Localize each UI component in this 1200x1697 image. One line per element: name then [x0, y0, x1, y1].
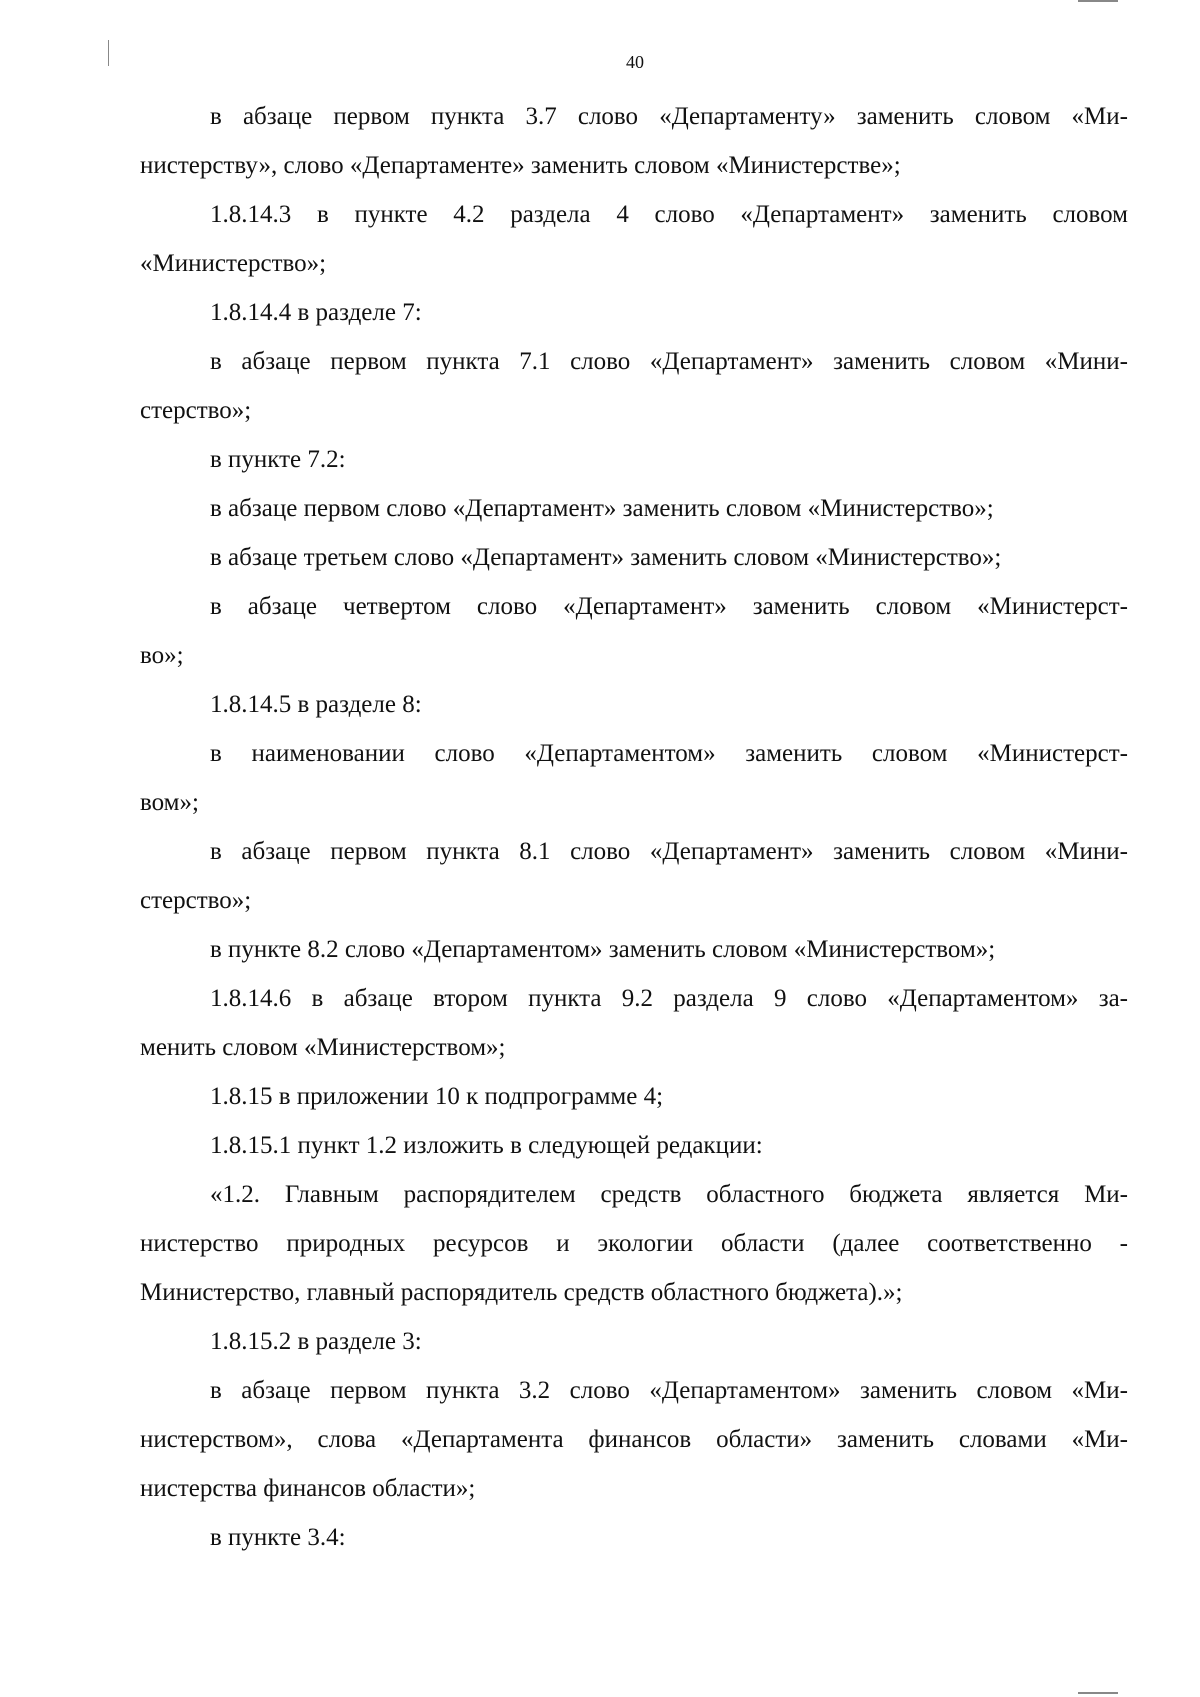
paragraph-line: 1.8.14.3 в пункте 4.2 раздела 4 слово «Департамент» заменить словом [210, 201, 1128, 228]
paragraph-line: 1.8.15.2 в разделе 3: [210, 1328, 422, 1355]
paragraph [140, 1072, 1128, 1121]
paragraph-line: в пункте 7.2: [210, 446, 346, 473]
paragraph-line: в наименовании слово «Департаментом» заменить словом «Министерст- [210, 740, 1128, 767]
paragraph-line: стерство»; [140, 397, 252, 424]
paragraph [140, 1121, 1128, 1170]
paragraph-line: во»; [140, 642, 184, 669]
paragraph-line: нистерства финансов области»; [140, 1475, 476, 1502]
paragraph [140, 1513, 1128, 1562]
paragraph-line: в абзаце первом пункта 3.2 слово «Департаментом» заменить словом «Ми- [210, 1377, 1128, 1404]
paragraph-line: в абзаце первом пункта 3.7 слово «Департаменту» заменить словом «Ми- [210, 103, 1128, 130]
paragraph [140, 1170, 1128, 1317]
paragraph-line: в пункте 3.4: [210, 1524, 346, 1551]
paragraph [140, 925, 1128, 974]
paragraph [140, 680, 1128, 729]
page-number: 40 [626, 52, 644, 72]
paragraph-line: нистерством», слова «Департамента финансов области» заменить словами «Ми- [140, 1426, 1128, 1453]
paragraph [140, 484, 1128, 533]
paragraph-line: стерство»; [140, 887, 252, 914]
paragraph [140, 582, 1128, 680]
paragraph-line: в абзаце первом пункта 8.1 слово «Департамент» заменить словом «Мини- [210, 838, 1128, 865]
paragraph-line: 1.8.14.4 в разделе 7: [210, 299, 422, 326]
paragraph-line: вом»; [140, 789, 199, 816]
paragraph-line: в абзаце четвертом слово «Департамент» заменить словом «Министерст- [210, 593, 1128, 620]
paragraph-line: в пункте 8.2 слово «Департаментом» заменить словом «Министерством»; [210, 936, 996, 963]
paragraph-line: в абзаце первом пункта 7.1 слово «Департамент» заменить словом «Мини- [210, 348, 1128, 375]
paragraph-line: в абзаце третьем слово «Департамент» заменить словом «Министерство»; [210, 544, 1002, 571]
paragraph-line: 1.8.14.5 в разделе 8: [210, 691, 422, 718]
paragraph-line: 1.8.14.6 в абзаце втором пункта 9.2 раздела 9 слово «Департаментом» за- [210, 985, 1128, 1012]
paragraph [140, 92, 1128, 190]
paragraph-line: нистерству», слово «Департаменте» заменить словом «Министерстве»; [140, 152, 901, 179]
scan-mark-bottom [1078, 1692, 1118, 1694]
document-body [140, 92, 1128, 1562]
paragraph-line: менить словом «Министерством»; [140, 1034, 506, 1061]
scan-mark-top [1078, 0, 1118, 2]
paragraph [140, 1317, 1128, 1366]
paragraph [140, 435, 1128, 484]
paragraph [140, 1366, 1128, 1513]
paragraph [140, 974, 1128, 1072]
paragraph-line: в абзаце первом слово «Департамент» заменить словом «Министерство»; [210, 495, 994, 522]
paragraph-line: нистерство природных ресурсов и экологии области (далее соответственно - [140, 1230, 1128, 1257]
paragraph [140, 337, 1128, 435]
paragraph [140, 827, 1128, 925]
scan-mark-left [108, 40, 109, 66]
paragraph-line: «1.2. Главным распорядителем средств областного бюджета является Ми- [210, 1181, 1128, 1208]
paragraph-line: 1.8.15.1 пункт 1.2 изложить в следующей редакции: [210, 1132, 763, 1159]
paragraph [140, 533, 1128, 582]
paragraph [140, 190, 1128, 288]
paragraph-line: «Министерство»; [140, 250, 327, 277]
paragraph-line: 1.8.15 в приложении 10 к подпрограмме 4; [210, 1083, 664, 1110]
paragraph-line: Министерство, главный распорядитель средств областного бюджета).»; [140, 1279, 903, 1306]
paragraph [140, 729, 1128, 827]
paragraph [140, 288, 1128, 337]
